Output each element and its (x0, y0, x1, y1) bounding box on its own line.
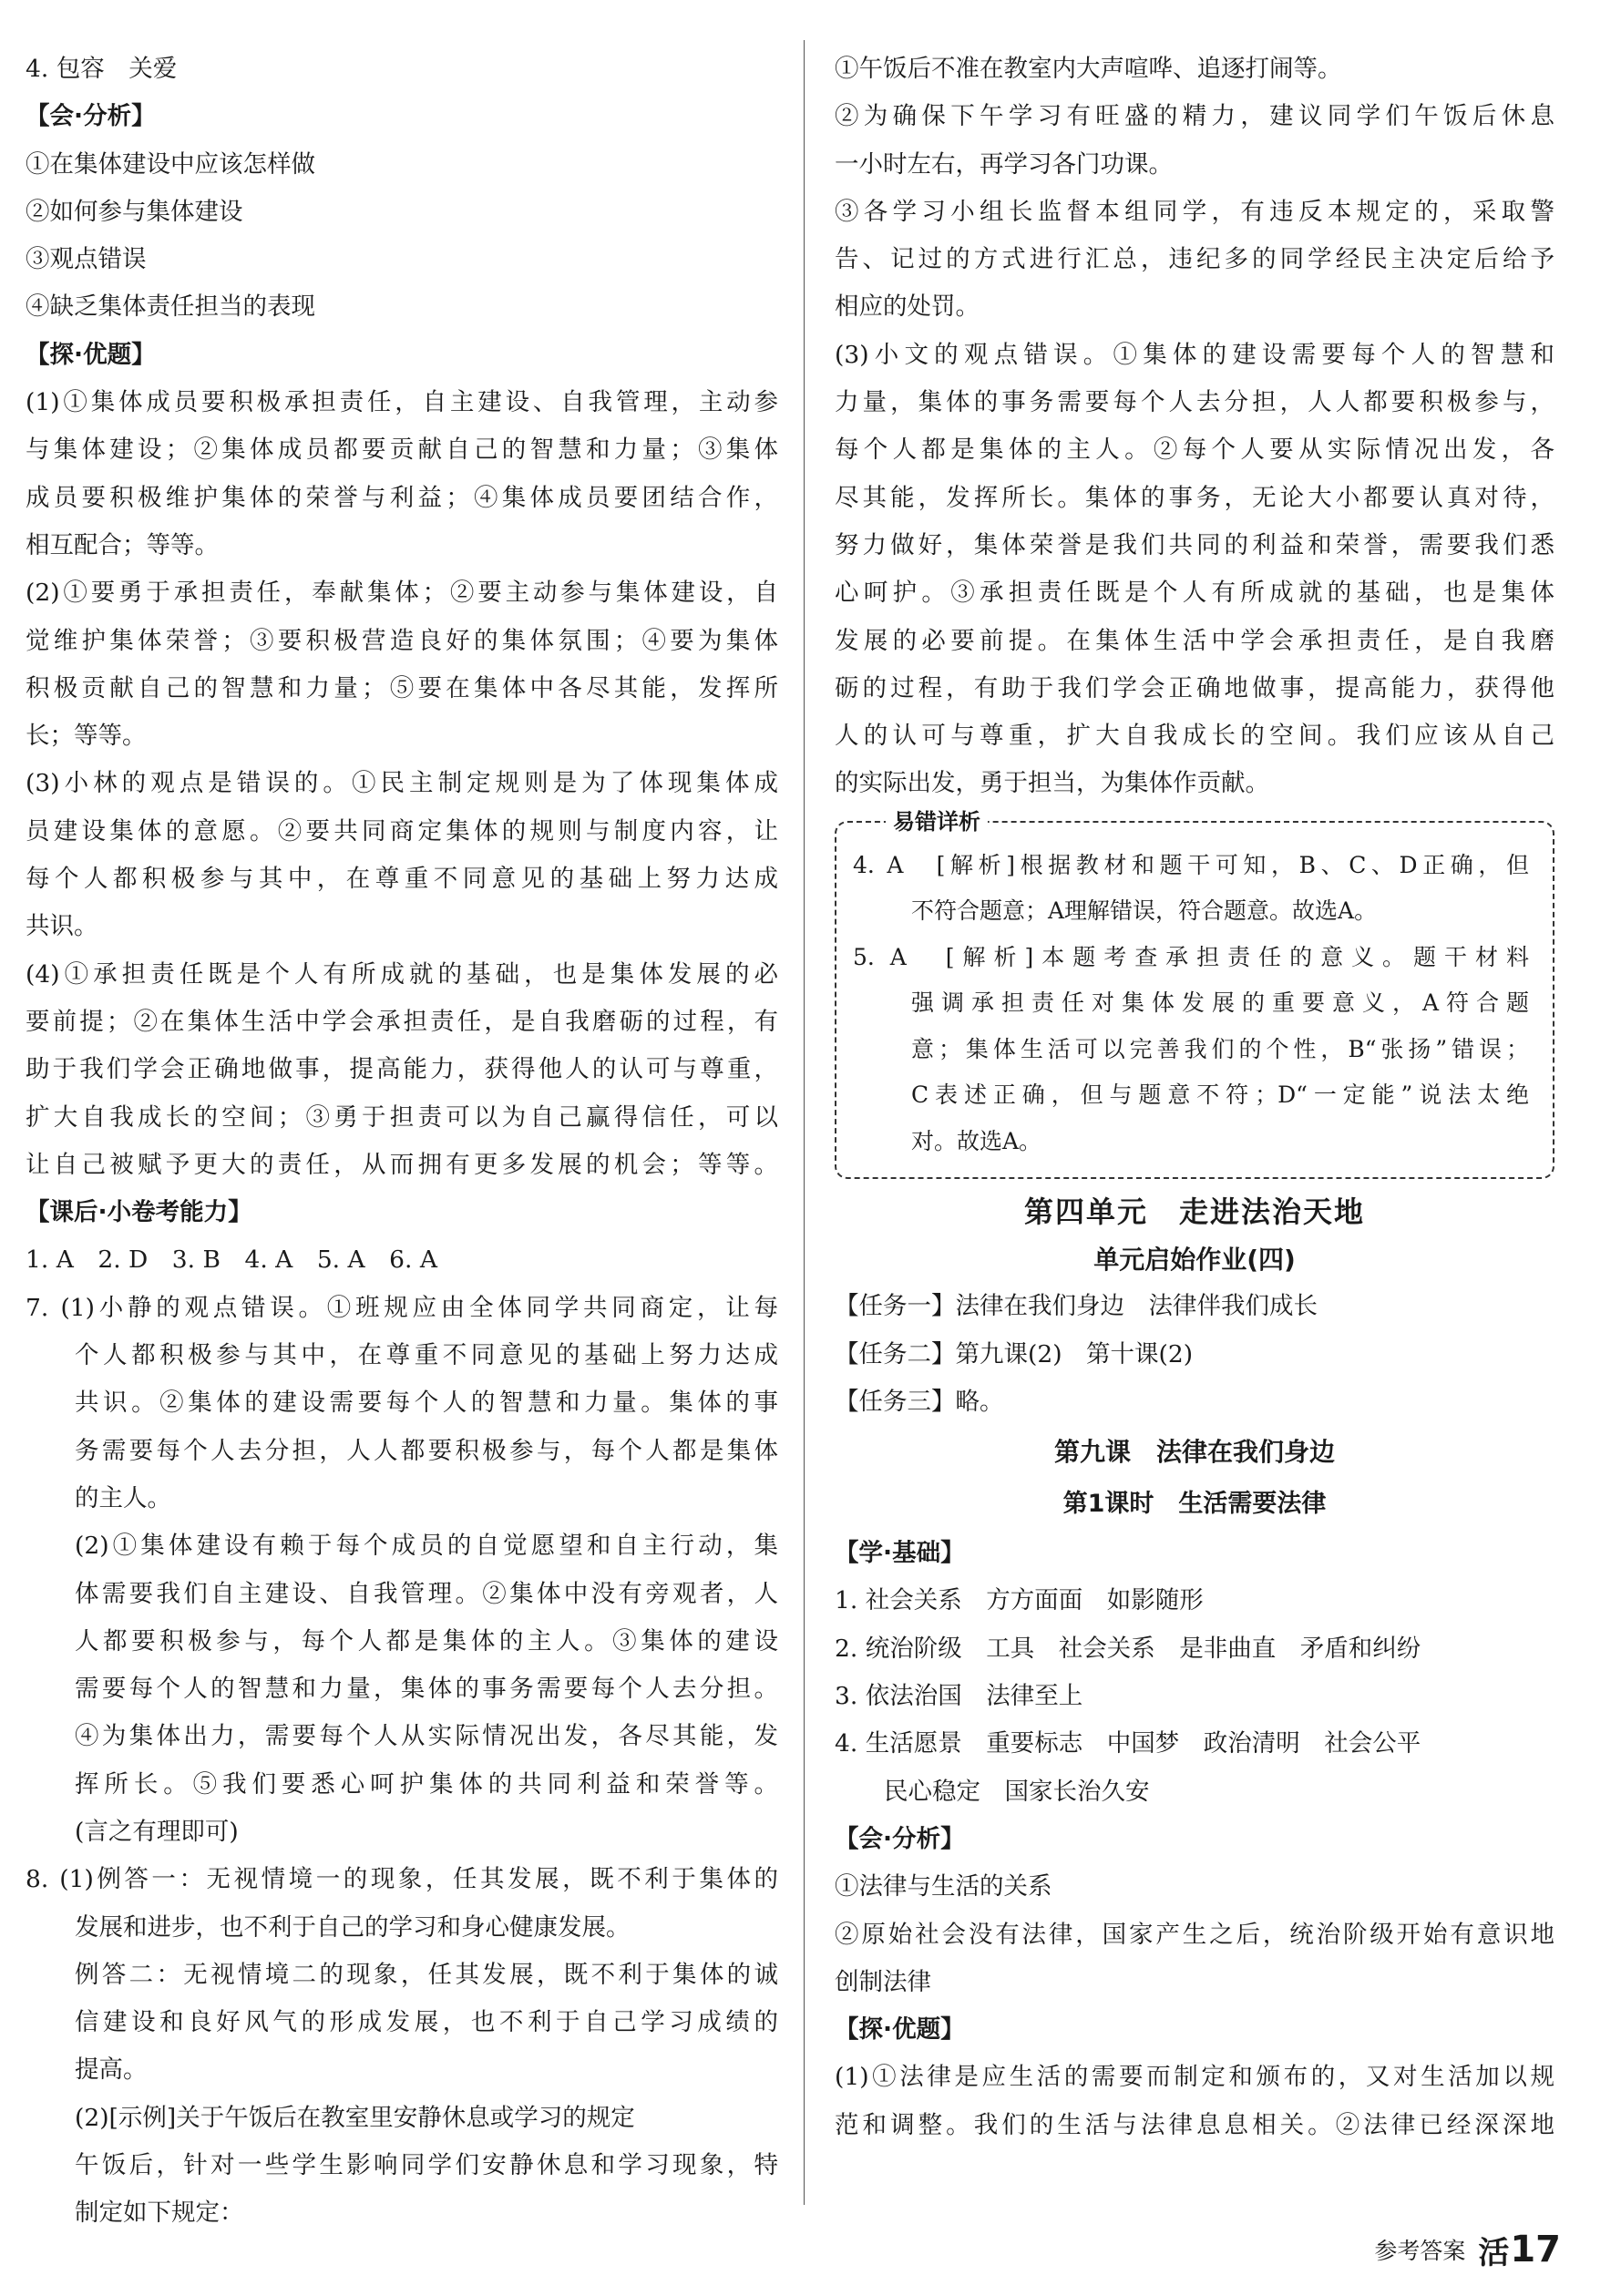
answer-line: ④缺乏集体责任担当的表现 (26, 292, 315, 322)
answer-line: 要前提；②在集体生活中学会承担责任，是自我磨砺的过程，有 (26, 1007, 778, 1036)
answer-line: 需要每个人的智慧和力量，集体的事务需要每个人去分担。 (75, 1675, 778, 1704)
right-top-answers (835, 46, 1554, 808)
answer-line: 让自己被赋予更大的责任，从而拥有更多发展的机会；等等。 (26, 1150, 778, 1179)
answer-line: 的实际出发，勇于担当，为集体作贡献。 (835, 769, 1269, 798)
right-bottom-answers (835, 1530, 1554, 2149)
section-heading: 【课后·小卷考能力】 (26, 1198, 252, 1227)
answer-line: 范和调整。我们的生活与法律息息相关。②法律已经深深地 (835, 2110, 1554, 2139)
page-number: 17 (1510, 2229, 1561, 2270)
answer-line: 员建设集体的意愿。②要共同商定集体的规则与制度内容，让 (26, 816, 778, 846)
unit-subtitle: 单元启始作业(四) (1093, 1245, 1296, 1276)
answer-line: 助于我们学会正确地做事，提高能力，获得他人的认可与尊重， (26, 1055, 778, 1084)
answer-line: 努力做好，集体荣誉是我们共同的利益和荣誉，需要我们悉 (835, 530, 1554, 559)
answer-line: (2)①要勇于承担责任，奉献集体；②要主动参与集体建设，自 (26, 579, 778, 608)
error-analysis-label: 易错详析 (886, 806, 988, 837)
answer-line: 意；集体生活可以完善我们的个性，B“张扬”错误； (911, 1035, 1529, 1062)
answer-line: 的主人。 (75, 1483, 171, 1512)
answer-line: ③观点错误 (26, 245, 147, 274)
lesson-title: 第九课 法律在我们身边 (1053, 1437, 1335, 1468)
answer-line: 3. 依法治国 法律至上 (835, 1682, 1083, 1711)
answer-line: 1. 社会关系 方方面面 如影随形 (835, 1586, 1204, 1615)
answer-line: (2)①集体建设有赖于每个成员的自觉愿望和自主行动，集 (75, 1532, 778, 1561)
answer-line: 个人都积极参与其中，在尊重不同意见的基础上努力达成 (75, 1341, 778, 1370)
answer-line: (言之有理即可) (75, 1817, 239, 1846)
answer-line: 与集体建设；②集体成员都要贡献自己的智慧和力量；③集体 (26, 436, 778, 465)
answer-line: 砺的过程，有助于我们学会正确地做事，提高能力，获得他 (835, 673, 1554, 702)
answer-line: ④为集体出力，需要每个人从实际情况出发，各尽其能，发 (75, 1722, 778, 1751)
answer-line: 对。故选A。 (911, 1127, 1042, 1154)
answer-line: 成员要积极维护集体的荣誉与利益；④集体成员要团结合作， (26, 483, 778, 512)
answer-line: 【任务三】略。 (835, 1387, 1004, 1416)
period-title: 第1课时 生活需要法律 (1062, 1490, 1327, 1519)
answer-line: 心呵护。③承担责任既是个人有所成就的基础，也是集体 (835, 579, 1554, 608)
error-analysis-box (835, 808, 1554, 1180)
section-heading: 【学·基础】 (835, 1539, 965, 1568)
answer-line: 相互配合；等等。 (26, 530, 219, 559)
footer-label: 参考答案 (1374, 2238, 1466, 2264)
answer-line: ②为确保下午学习有旺盛的精力，建议同学们午饭后休息 (835, 102, 1554, 131)
answer-line: 强调承担责任对集体发展的重要意义，A符合题 (911, 989, 1529, 1017)
answer-line: 信建设和良好风气的形成发展，也不利于自己学习成绩的 (75, 2008, 778, 2037)
answer-line: 发展的必要前提。在集体生活中学会承担责任，是自我磨 (835, 626, 1554, 655)
answer-line: 创制法律 (835, 1967, 931, 1996)
answer-line: 1. A 2. D 3. B 4. A 5. A 6. A (26, 1245, 438, 1275)
answer-line: 【任务二】第九课(2) 第十课(2) (835, 1339, 1194, 1368)
answer-line: ①午饭后不准在教室内大声喧哗、追逐打闹等。 (835, 55, 1342, 83)
answer-line: ①法律与生活的关系 (835, 1872, 1052, 1901)
answer-line: 提高。 (75, 2055, 148, 2085)
column-divider (804, 40, 805, 2205)
unit-tasks (835, 1283, 1554, 1426)
answer-line: 挥所长。⑤我们要悉心呵护集体的共同利益和荣誉等。 (75, 1769, 778, 1799)
answer-line: 4. A [解析]根据教材和题干可知，B、C、D正确，但 (853, 851, 1529, 878)
answer-line: 每个人都是集体的主人。②每个人要从实际情况出发，各 (835, 436, 1554, 465)
answer-line: (2)[示例]关于午饭后在教室里安静休息或学习的规定 (75, 2103, 635, 2132)
answer-line: (1)①法律是应生活的需要而制定和颁布的，又对生活加以规 (835, 2063, 1554, 2092)
answer-line: 【任务一】法律在我们身边 法律伴我们成长 (835, 1292, 1318, 1321)
answer-line: 扩大自我成长的空间；③勇于担责可以为自己赢得信任，可以 (26, 1102, 778, 1132)
answer-line: 4. 生活愿景 重要标志 中国梦 政治清明 社会公平 (835, 1729, 1421, 1758)
answer-line: 积极贡献自己的智慧和力量；⑤要在集体中各尽其能，发挥所 (26, 673, 778, 702)
right-column (835, 46, 1554, 2149)
answer-line: 尽其能，发挥所长。集体的事务，无论大小都要认真对待， (835, 483, 1554, 512)
answer-line: ①在集体建设中应该怎样做 (26, 149, 315, 179)
brand-logo: 活 (1478, 2234, 1511, 2271)
section-heading: 【探·优题】 (835, 2015, 965, 2045)
answer-line: 8. (1)例答一：无视情境一的现象，任其发展，既不利于集体的 (26, 1865, 778, 1894)
answer-line: 7. (1)小静的观点错误。①班规应由全体同学共同商定，让每 (26, 1293, 778, 1322)
answer-line: ②原始社会没有法律，国家产生之后，统治阶级开始有意识地 (835, 1920, 1554, 1949)
answer-line: 发展和进步，也不利于自己的学习和身心健康发展。 (75, 1912, 631, 1942)
answer-line: 务需要每个人去分担，人人都要积极参与，每个人都是集体 (75, 1436, 778, 1465)
answer-line: 共识。 (26, 912, 98, 941)
answer-line: 制定如下规定： (75, 2199, 244, 2228)
answer-line: 4. 包容 关爱 (26, 55, 178, 83)
answer-line: (3)小林的观点是错误的。①民主制定规则是为了体现集体成 (26, 769, 778, 798)
answer-line: 相应的处罚。 (835, 292, 980, 322)
answer-line: ②如何参与集体建设 (26, 197, 243, 226)
section-heading: 【探·优题】 (26, 340, 156, 369)
answer-line: 例答二：无视情境二的现象，任其发展，既不利于集体的诚 (75, 1960, 778, 1989)
section-heading: 【会·分析】 (26, 102, 156, 131)
answer-line: (1)①集体成员要积极承担责任，自主建设、自我管理，主动参 (26, 388, 778, 417)
answer-line: 共识。②集体的建设需要每个人的智慧和力量。集体的事 (75, 1389, 778, 1418)
answer-line: 长；等等。 (26, 722, 147, 751)
answer-line: 人的认可与尊重，扩大自我成长的空间。我们应该从自己 (835, 722, 1554, 751)
answer-line: 午饭后，针对一些学生影响同学们安静休息和学习现象，特 (75, 2151, 778, 2180)
answer-line: 5. A [解析]本题考查承担责任的意义。题干材料 (853, 943, 1529, 970)
answer-line: 2. 统治阶级 工具 社会关系 是非曲直 矛盾和纠纷 (835, 1634, 1421, 1663)
answer-line: 告、记过的方式进行汇总，违纪多的同学经民主决定后给予 (835, 245, 1554, 274)
answer-line: 人都要积极参与，每个人都是集体的主人。③集体的建设 (75, 1626, 778, 1655)
answer-line: 不符合题意；A理解错误，符合题意。故选A。 (911, 897, 1378, 925)
page-footer (1374, 2227, 1561, 2272)
section-heading: 【会·分析】 (835, 1824, 965, 1853)
answer-line: 力量，集体的事务需要每个人去分担，人人都要积极参与， (835, 388, 1554, 417)
unit-title: 第四单元 走进法治天地 (1023, 1194, 1365, 1230)
answer-line: (4)①承担责任既是个人有所成就的基础，也是集体发展的必 (26, 959, 778, 989)
answer-line: 一小时左右，再学习各门功课。 (835, 149, 1173, 179)
answer-line: 觉维护集体荣誉；③要积极营造良好的集体氛围；④要为集体 (26, 626, 778, 655)
answer-line: ③各学习小组长监督本组同学，有违反本规定的，采取警 (835, 197, 1554, 226)
answer-line: 体需要我们自主建设、自我管理。②集体中没有旁观者，人 (75, 1579, 778, 1608)
left-column (26, 46, 778, 2238)
answer-line: 民心稳定 国家长治久安 (884, 1777, 1150, 1806)
answer-line: 每个人都积极参与其中，在尊重不同意见的基础上努力达成 (26, 865, 778, 894)
answer-line: (3)小文的观点错误。①集体的建设需要每个人的智慧和 (835, 340, 1554, 369)
answer-line: C表述正确，但与题意不符；D“一定能”说法太绝 (911, 1081, 1529, 1109)
